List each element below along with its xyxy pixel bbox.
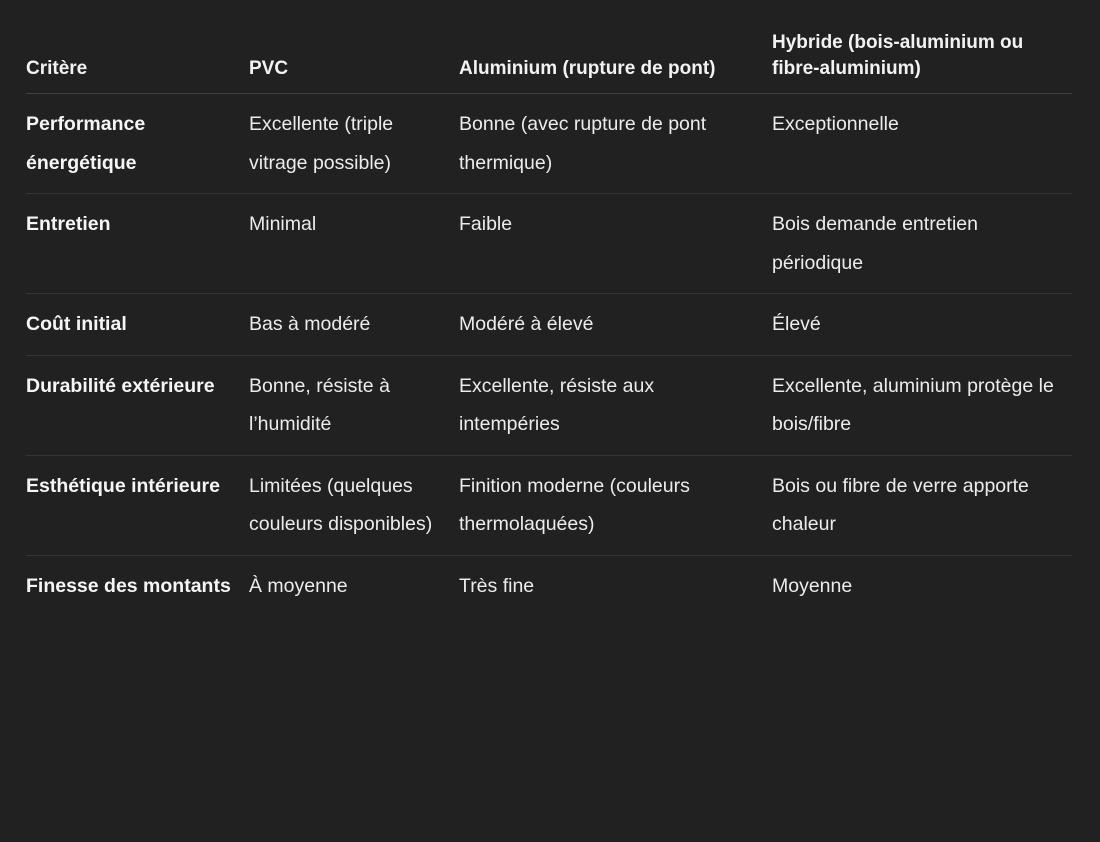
table-row bbox=[26, 94, 1072, 194]
cell-hybrid: Élevé bbox=[772, 294, 1072, 356]
cell-pvc: Limitées (quelques couleurs disponibles) bbox=[249, 455, 459, 555]
table-body bbox=[26, 94, 1072, 617]
cell-aluminium: Faible bbox=[459, 194, 772, 294]
cell-aluminium: Finition moderne (couleurs thermolaquées) bbox=[459, 455, 772, 555]
cell-aluminium: Excellente, résiste aux intempéries bbox=[459, 355, 772, 455]
cell-hybrid: Moyenne bbox=[772, 574, 853, 597]
table-row bbox=[26, 355, 1072, 455]
row-criterion: Coût initial bbox=[26, 294, 249, 356]
table-row bbox=[26, 455, 1072, 555]
row-criterion: Finesse des montants bbox=[26, 574, 231, 597]
cell-pvc: Minimal bbox=[249, 194, 459, 294]
row-criterion: Esthétique intérieure bbox=[26, 455, 249, 555]
row-criterion: Durabilité extérieure bbox=[26, 355, 249, 455]
cell-aluminium: Bonne (avec rupture de pont thermique) bbox=[459, 94, 772, 194]
cell-pvc: À moyenne bbox=[249, 574, 348, 597]
comparison-table bbox=[26, 0, 1072, 616]
cell-pvc: Bas à modéré bbox=[249, 294, 459, 356]
header-row bbox=[26, 0, 1072, 94]
cell-hybrid: Bois ou fibre de verre apporte chaleur bbox=[772, 455, 1072, 555]
row-criterion: Performance énergétique bbox=[26, 94, 249, 194]
header-criterion: Critère bbox=[26, 0, 249, 94]
table-header bbox=[26, 0, 1072, 94]
cell-pvc: Bonne, résiste à l’humidité bbox=[249, 355, 459, 455]
cell-aluminium: Très fine bbox=[459, 574, 535, 597]
row-criterion: Entretien bbox=[26, 194, 249, 294]
cell-hybrid: Bois demande entretien périodique bbox=[772, 194, 1072, 294]
cell-pvc: Excellente (triple vitrage possible) bbox=[249, 94, 459, 194]
header-aluminium: Aluminium (rupture de pont) bbox=[459, 0, 772, 94]
cell-hybrid: Excellente, aluminium protège le bois/fibre bbox=[772, 355, 1072, 455]
table-row bbox=[26, 555, 1072, 616]
cell-aluminium: Modéré à élevé bbox=[459, 294, 772, 356]
comparison-table-container bbox=[26, 0, 1072, 616]
table-row bbox=[26, 294, 1072, 356]
table-row bbox=[26, 194, 1072, 294]
header-hybrid: Hybride (bois-aluminium ou fibre-aluminium) bbox=[772, 0, 1072, 94]
header-pvc: PVC bbox=[249, 0, 459, 94]
cell-hybrid: Exceptionnelle bbox=[772, 94, 1072, 194]
